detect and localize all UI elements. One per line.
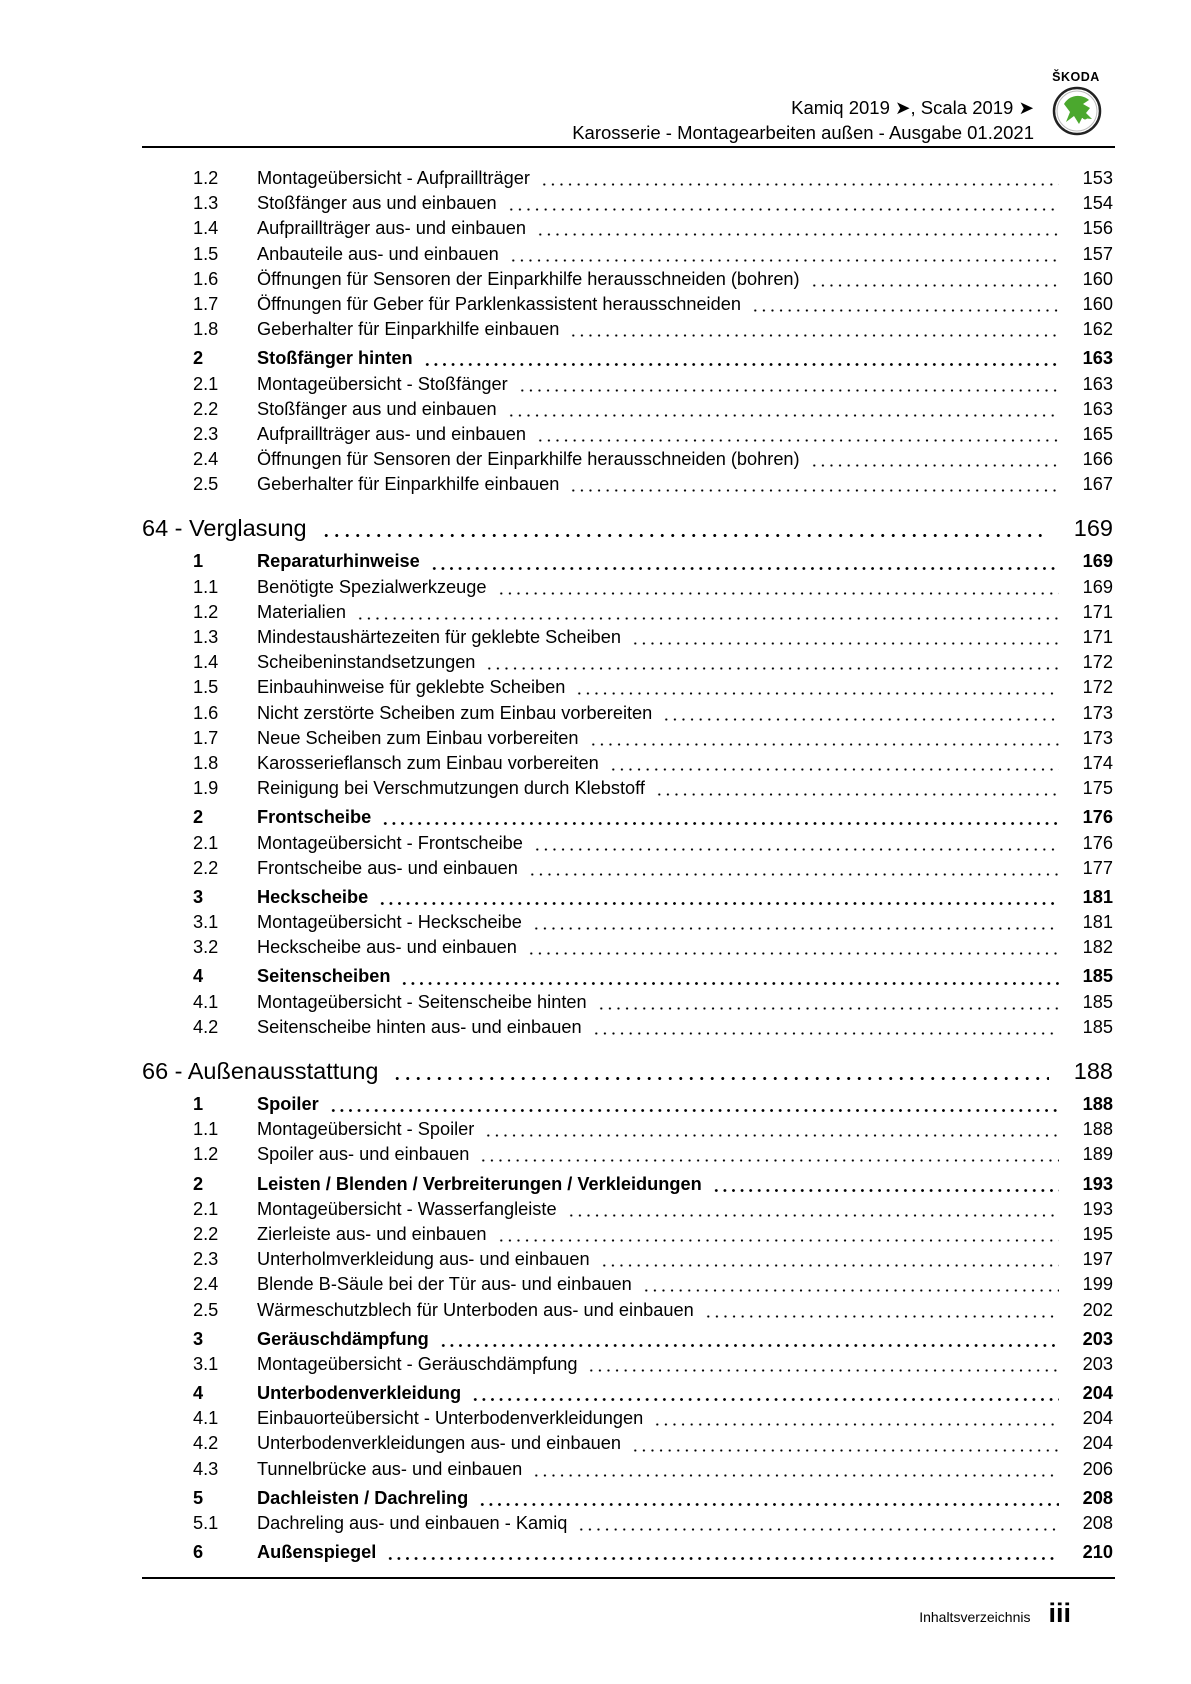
footer-rule bbox=[142, 1577, 1115, 1579]
toc-section[interactable] bbox=[142, 1329, 1113, 1354]
dot-leader bbox=[400, 982, 1059, 985]
toc-page: 171 bbox=[1082, 601, 1113, 622]
dot-leader bbox=[609, 768, 1059, 771]
toc-number: 1.2 bbox=[193, 601, 219, 622]
toc-page: 156 bbox=[1082, 218, 1113, 239]
toc-page: 203 bbox=[1082, 1353, 1113, 1374]
toc-title: Frontscheibe aus- und einbauen bbox=[257, 857, 518, 878]
toc-title: Zierleiste aus- und einbauen bbox=[257, 1223, 487, 1244]
toc-title: 66 - Außenausstattung bbox=[142, 1058, 379, 1084]
dot-leader bbox=[575, 692, 1059, 695]
footer bbox=[919, 1598, 1071, 1629]
toc-section[interactable] bbox=[142, 348, 1113, 373]
toc-number: 3.2 bbox=[193, 937, 219, 958]
toc-page: 208 bbox=[1082, 1513, 1113, 1533]
toc-page: 177 bbox=[1082, 857, 1113, 878]
dot-leader bbox=[751, 309, 1059, 312]
toc-entry[interactable] bbox=[142, 193, 1113, 218]
toc-page: 188 bbox=[1073, 1058, 1113, 1084]
toc-page: 169 bbox=[1073, 515, 1113, 542]
toc-page: 162 bbox=[1082, 319, 1113, 340]
toc-entry[interactable] bbox=[142, 1224, 1113, 1249]
toc-title: Anbauteile aus- und einbauen bbox=[257, 243, 499, 264]
toc-page: 193 bbox=[1082, 1198, 1113, 1219]
toc-entry[interactable] bbox=[142, 627, 1113, 652]
toc-chapter[interactable] bbox=[142, 515, 1113, 547]
toc-section[interactable] bbox=[142, 1094, 1113, 1119]
toc-number: 2.2 bbox=[193, 857, 219, 878]
toc-title: Außenspiegel bbox=[257, 1542, 377, 1563]
toc-number: 2.5 bbox=[193, 1299, 219, 1320]
toc-entry[interactable] bbox=[142, 778, 1113, 803]
toc-number: 1.8 bbox=[193, 752, 219, 773]
toc-entry[interactable] bbox=[142, 833, 1113, 858]
toc-number: 3 bbox=[193, 886, 204, 907]
toc-entry[interactable] bbox=[142, 1144, 1113, 1169]
toc-number: 5 bbox=[193, 1487, 204, 1508]
dot-leader bbox=[518, 389, 1059, 392]
toc-page: 185 bbox=[1082, 966, 1113, 987]
toc-entry[interactable] bbox=[142, 703, 1113, 728]
toc-number: 6 bbox=[193, 1542, 204, 1563]
toc-number: 1.2 bbox=[193, 168, 219, 188]
toc-title: Öffnungen für Sensoren der Einparkhilfe herausschneiden (bohren) bbox=[257, 268, 800, 289]
toc-title: Montageübersicht - Geräuschdämpfung bbox=[257, 1353, 578, 1374]
toc-page: 157 bbox=[1082, 243, 1113, 264]
toc-number: 1.9 bbox=[193, 778, 219, 799]
dot-leader bbox=[507, 208, 1059, 211]
dot-leader bbox=[712, 1189, 1059, 1192]
toc-entry[interactable] bbox=[142, 168, 1113, 193]
toc-page: 173 bbox=[1082, 702, 1113, 723]
toc-page: 163 bbox=[1082, 348, 1113, 369]
skoda-wordmark: ŠKODA bbox=[1052, 70, 1100, 84]
toc-number: 2.3 bbox=[193, 423, 219, 444]
toc-title: Materialien bbox=[257, 601, 346, 622]
toc-section[interactable] bbox=[142, 551, 1113, 576]
dot-leader bbox=[536, 439, 1059, 442]
toc-page: 197 bbox=[1082, 1249, 1113, 1270]
toc-title: Unterholmverkleidung aus- und einbauen bbox=[257, 1249, 590, 1270]
dot-leader bbox=[356, 617, 1059, 620]
toc-number: 2.1 bbox=[193, 832, 219, 853]
dot-leader bbox=[597, 1007, 1059, 1010]
toc-entry[interactable] bbox=[142, 858, 1113, 883]
dot-leader bbox=[321, 534, 1049, 537]
toc-number: 2 bbox=[193, 348, 204, 369]
toc-title: Reparaturhinweise bbox=[257, 551, 420, 572]
toc-number: 2 bbox=[193, 1173, 204, 1194]
toc-number: 4 bbox=[193, 1383, 204, 1404]
toc-page: 176 bbox=[1082, 832, 1113, 853]
toc-entry[interactable] bbox=[142, 1119, 1113, 1144]
dot-leader bbox=[567, 1214, 1059, 1217]
toc-page: 163 bbox=[1082, 398, 1113, 419]
dot-leader bbox=[810, 284, 1059, 287]
toc-entry[interactable] bbox=[142, 1274, 1113, 1299]
toc-page: 185 bbox=[1082, 991, 1113, 1012]
toc-title: Öffnungen für Geber für Parklenkassistent herausschneiden bbox=[257, 293, 741, 314]
dot-leader bbox=[507, 414, 1059, 417]
toc-page: 175 bbox=[1082, 778, 1113, 799]
toc-page: 195 bbox=[1082, 1223, 1113, 1244]
toc-number: 5.1 bbox=[193, 1513, 219, 1533]
toc-title: Frontscheibe bbox=[257, 807, 372, 828]
toc-title: Geberhalter für Einparkhilfe einbauen bbox=[257, 319, 560, 340]
table-of-contents bbox=[142, 168, 1113, 1567]
toc-entry[interactable] bbox=[142, 1300, 1113, 1325]
toc-page: 169 bbox=[1082, 576, 1113, 597]
toc-title: Scheibeninstandsetzungen bbox=[257, 652, 476, 673]
toc-page: 166 bbox=[1082, 449, 1113, 470]
toc-number: 2.2 bbox=[193, 398, 219, 419]
toc-number: 4.2 bbox=[193, 1433, 219, 1454]
toc-title: Heckscheibe bbox=[257, 886, 369, 907]
dot-leader bbox=[642, 1289, 1059, 1292]
toc-entry[interactable] bbox=[142, 677, 1113, 702]
toc-section[interactable] bbox=[142, 887, 1113, 912]
toc-page: 163 bbox=[1082, 373, 1113, 394]
toc-page: 181 bbox=[1082, 886, 1113, 907]
toc-page: 165 bbox=[1082, 423, 1113, 444]
toc-page: 153 bbox=[1082, 168, 1113, 188]
dot-leader bbox=[386, 1557, 1059, 1560]
toc-number: 1.4 bbox=[193, 652, 219, 673]
dot-leader bbox=[577, 1528, 1059, 1531]
toc-title: Spoiler bbox=[257, 1094, 319, 1114]
toc-page: 204 bbox=[1082, 1433, 1113, 1454]
toc-section[interactable] bbox=[142, 1174, 1113, 1199]
toc-title: Stoßfänger aus und einbauen bbox=[257, 193, 497, 214]
dot-leader bbox=[509, 259, 1059, 262]
toc-title: Spoiler aus- und einbauen bbox=[257, 1144, 470, 1165]
toc-title: Mindestaushärtezeiten für geklebte Scheiben bbox=[257, 627, 621, 647]
toc-entry[interactable] bbox=[142, 728, 1113, 753]
toc-entry[interactable] bbox=[142, 577, 1113, 602]
dot-leader bbox=[589, 743, 1059, 746]
header-rule bbox=[142, 146, 1115, 148]
dot-leader bbox=[569, 489, 1059, 492]
toc-title: Seitenscheiben bbox=[257, 966, 391, 987]
toc-number: 2.2 bbox=[193, 1223, 219, 1244]
toc-number: 4.3 bbox=[193, 1458, 219, 1479]
toc-entry[interactable] bbox=[142, 294, 1113, 319]
dot-leader bbox=[430, 567, 1059, 570]
dot-leader bbox=[423, 363, 1059, 366]
dot-leader bbox=[655, 793, 1059, 796]
toc-page: 172 bbox=[1082, 677, 1113, 698]
toc-page: 160 bbox=[1082, 293, 1113, 314]
dot-leader bbox=[378, 902, 1059, 905]
toc-title: Stoßfänger hinten bbox=[257, 348, 413, 369]
toc-number: 1.1 bbox=[193, 1119, 219, 1140]
toc-entry[interactable] bbox=[142, 218, 1113, 243]
toc-title: Blende B-Säule bei der Tür aus- und einbauen bbox=[257, 1274, 632, 1295]
toc-page: 189 bbox=[1082, 1144, 1113, 1165]
toc-page: 154 bbox=[1082, 193, 1113, 214]
toc-entry[interactable] bbox=[142, 269, 1113, 294]
page-number: iii bbox=[1048, 1598, 1071, 1628]
dot-leader bbox=[485, 667, 1059, 670]
toc-number: 1.2 bbox=[193, 1144, 219, 1165]
toc-title: Wärmeschutzblech für Unterboden aus- und einbauen bbox=[257, 1299, 694, 1320]
dot-leader bbox=[592, 1032, 1059, 1035]
toc-title: Dachreling aus- und einbauen - Kamiq bbox=[257, 1513, 568, 1533]
toc-entry[interactable] bbox=[142, 753, 1113, 778]
toc-number: 2 bbox=[193, 807, 204, 828]
toc-number: 1 bbox=[193, 551, 204, 572]
header-subtitle: Karosserie - Montagearbeiten außen - Ausgabe 01.2021 bbox=[572, 122, 1034, 143]
toc-page: 204 bbox=[1082, 1408, 1113, 1429]
toc-title: Heckscheibe aus- und einbauen bbox=[257, 937, 517, 958]
dot-leader bbox=[704, 1315, 1059, 1318]
toc-title: Montageübersicht - Wasserfangleiste bbox=[257, 1198, 557, 1219]
dot-leader bbox=[662, 718, 1059, 721]
toc-page: 169 bbox=[1082, 551, 1113, 572]
toc-page: 174 bbox=[1082, 752, 1113, 773]
toc-entry[interactable] bbox=[142, 449, 1113, 474]
toc-page: 204 bbox=[1082, 1383, 1113, 1404]
dot-leader bbox=[532, 927, 1059, 930]
toc-entry[interactable] bbox=[142, 374, 1113, 399]
toc-title: Montageübersicht - Spoiler bbox=[257, 1119, 475, 1140]
toc-title: Tunnelbrücke aus- und einbauen bbox=[257, 1458, 523, 1479]
toc-number: 3.1 bbox=[193, 1353, 219, 1374]
toc-number: 1.7 bbox=[193, 293, 219, 314]
toc-page: 206 bbox=[1082, 1458, 1113, 1479]
dot-leader bbox=[532, 1474, 1059, 1477]
toc-section[interactable] bbox=[142, 1488, 1113, 1513]
toc-page: 199 bbox=[1082, 1274, 1113, 1295]
toc-title: Seitenscheibe hinten aus- und einbauen bbox=[257, 1016, 582, 1037]
dot-leader bbox=[392, 1077, 1049, 1080]
toc-page: 188 bbox=[1082, 1094, 1113, 1114]
toc-title: Unterbodenverkleidungen aus- und einbauen bbox=[257, 1433, 622, 1454]
dot-leader bbox=[528, 873, 1059, 876]
skoda-logo-icon bbox=[1052, 86, 1102, 136]
toc-number: 1.4 bbox=[193, 218, 219, 239]
toc-number: 3.1 bbox=[193, 912, 219, 933]
toc-number: 1.1 bbox=[193, 576, 219, 597]
toc-title: Einbauorteübersicht - Unterbodenverkleidungen bbox=[257, 1408, 644, 1429]
dot-leader bbox=[569, 334, 1059, 337]
toc-page: 202 bbox=[1082, 1299, 1113, 1320]
toc-number: 2.1 bbox=[193, 1198, 219, 1219]
dot-leader bbox=[471, 1398, 1059, 1401]
toc-number: 1.6 bbox=[193, 268, 219, 289]
toc-page: 173 bbox=[1082, 727, 1113, 748]
dot-leader bbox=[329, 1109, 1059, 1112]
toc-page: 203 bbox=[1082, 1328, 1113, 1349]
toc-page: 188 bbox=[1082, 1119, 1113, 1140]
toc-entry[interactable] bbox=[142, 1249, 1113, 1274]
header-models: Kamiq 2019 ➤, Scala 2019 ➤ bbox=[791, 97, 1034, 118]
dot-leader bbox=[527, 952, 1059, 955]
toc-title: Aufpraillträger aus- und einbauen bbox=[257, 423, 526, 444]
dot-leader bbox=[484, 1134, 1059, 1137]
toc-page: 185 bbox=[1082, 1016, 1113, 1037]
toc-title: Karosserieflansch zum Einbau vorbereiten bbox=[257, 752, 599, 773]
dot-leader bbox=[478, 1503, 1059, 1506]
dot-leader bbox=[810, 464, 1059, 467]
toc-number: 1.7 bbox=[193, 727, 219, 748]
toc-number: 2.3 bbox=[193, 1249, 219, 1270]
dot-leader bbox=[600, 1264, 1059, 1267]
toc-title: Öffnungen für Sensoren der Einparkhilfe herausschneiden (bohren) bbox=[257, 449, 800, 470]
toc-title: Einbauhinweise für geklebte Scheiben bbox=[257, 677, 566, 698]
toc-entry[interactable] bbox=[142, 424, 1113, 449]
toc-page: 181 bbox=[1082, 912, 1113, 933]
toc-title: Montageübersicht - Aufpraillträger bbox=[257, 168, 530, 188]
toc-number: 3 bbox=[193, 1328, 204, 1349]
toc-page: 160 bbox=[1082, 268, 1113, 289]
toc-page: 193 bbox=[1082, 1173, 1113, 1194]
toc-page: 172 bbox=[1082, 652, 1113, 673]
toc-page: 210 bbox=[1082, 1542, 1113, 1563]
toc-number: 1.6 bbox=[193, 702, 219, 723]
toc-title: Geberhalter für Einparkhilfe einbauen bbox=[257, 474, 560, 495]
dot-leader bbox=[479, 1159, 1059, 1162]
toc-entry[interactable] bbox=[142, 937, 1113, 962]
toc-number: 2.1 bbox=[193, 373, 219, 394]
toc-title: Leisten / Blenden / Verbreiterungen / Verkleidungen bbox=[257, 1173, 702, 1194]
toc-entry[interactable] bbox=[142, 602, 1113, 627]
toc-title: Dachleisten / Dachreling bbox=[257, 1487, 469, 1508]
dot-leader bbox=[533, 848, 1059, 851]
toc-page: 176 bbox=[1082, 807, 1113, 828]
toc-number: 1.3 bbox=[193, 193, 219, 214]
toc-entry[interactable] bbox=[142, 1433, 1113, 1458]
dot-leader bbox=[497, 1239, 1059, 1242]
dot-leader bbox=[439, 1344, 1059, 1347]
dot-leader bbox=[631, 642, 1059, 645]
toc-section[interactable] bbox=[142, 1383, 1113, 1408]
toc-number: 4.2 bbox=[193, 1016, 219, 1037]
toc-title: Reinigung bei Verschmutzungen durch Klebstoff bbox=[257, 778, 645, 799]
toc-title: Montageübersicht - Frontscheibe bbox=[257, 832, 523, 853]
toc-entry[interactable] bbox=[142, 1513, 1113, 1538]
toc-section[interactable] bbox=[142, 966, 1113, 991]
dot-leader bbox=[653, 1423, 1059, 1426]
toc-title: Unterbodenverkleidung bbox=[257, 1383, 462, 1404]
toc-number: 1.5 bbox=[193, 677, 219, 698]
toc-page: 208 bbox=[1082, 1487, 1113, 1508]
toc-page: 182 bbox=[1082, 937, 1113, 958]
toc-number: 1.8 bbox=[193, 319, 219, 340]
toc-title: Neue Scheiben zum Einbau vorbereiten bbox=[257, 727, 579, 748]
toc-chapter[interactable] bbox=[142, 1058, 1113, 1090]
toc-number: 4.1 bbox=[193, 1408, 219, 1429]
toc-page: 171 bbox=[1082, 627, 1113, 647]
toc-entry[interactable] bbox=[142, 319, 1113, 344]
dot-leader bbox=[497, 592, 1059, 595]
toc-section[interactable] bbox=[142, 1542, 1113, 1567]
toc-title: Nicht zerstörte Scheiben zum Einbau vorbereiten bbox=[257, 702, 653, 723]
toc-number: 2.5 bbox=[193, 474, 219, 495]
toc-title: Aufpraillträger aus- und einbauen bbox=[257, 218, 526, 239]
toc-entry[interactable] bbox=[142, 1354, 1113, 1379]
toc-number: 1.5 bbox=[193, 243, 219, 264]
toc-entry[interactable] bbox=[142, 474, 1113, 499]
toc-title: 64 - Verglasung bbox=[142, 515, 307, 542]
toc-entry[interactable] bbox=[142, 912, 1113, 937]
dot-leader bbox=[587, 1369, 1059, 1372]
toc-entry[interactable] bbox=[142, 992, 1113, 1017]
toc-title: Stoßfänger aus und einbauen bbox=[257, 398, 497, 419]
toc-section[interactable] bbox=[142, 807, 1113, 832]
toc-entry[interactable] bbox=[142, 399, 1113, 424]
toc-entry[interactable] bbox=[142, 1459, 1113, 1484]
toc-number: 2.4 bbox=[193, 449, 219, 470]
toc-entry[interactable] bbox=[142, 1017, 1113, 1042]
toc-entry[interactable] bbox=[142, 652, 1113, 677]
toc-number: 4.1 bbox=[193, 991, 219, 1012]
dot-leader bbox=[536, 233, 1059, 236]
toc-title: Benötigte Spezialwerkzeuge bbox=[257, 576, 487, 597]
toc-number: 1 bbox=[193, 1094, 204, 1114]
dot-leader bbox=[540, 183, 1059, 186]
toc-title: Geräuschdämpfung bbox=[257, 1328, 429, 1349]
toc-title: Montageübersicht - Heckscheibe bbox=[257, 912, 522, 933]
toc-entry[interactable] bbox=[142, 1408, 1113, 1433]
toc-entry[interactable] bbox=[142, 1199, 1113, 1224]
toc-entry[interactable] bbox=[142, 244, 1113, 269]
footer-label: Inhaltsverzeichnis bbox=[919, 1609, 1031, 1625]
toc-title: Montageübersicht - Seitenscheibe hinten bbox=[257, 991, 587, 1012]
toc-number: 1.3 bbox=[193, 627, 219, 647]
dot-leader bbox=[381, 822, 1059, 825]
toc-number: 4 bbox=[193, 966, 204, 987]
toc-title: Montageübersicht - Stoßfänger bbox=[257, 373, 508, 394]
toc-page: 167 bbox=[1082, 474, 1113, 495]
dot-leader bbox=[631, 1449, 1059, 1452]
toc-number: 2.4 bbox=[193, 1274, 219, 1295]
